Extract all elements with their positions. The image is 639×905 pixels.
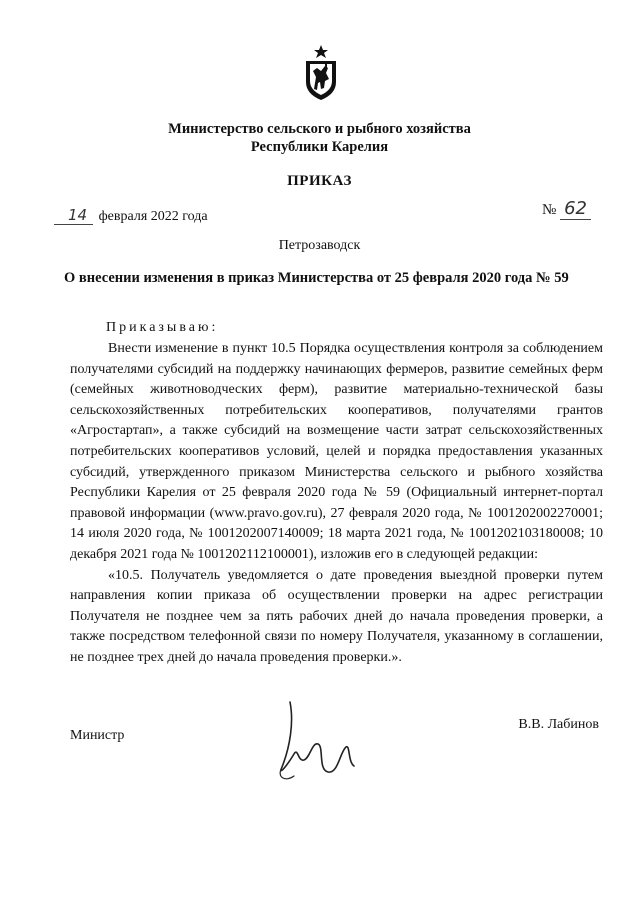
karelia-coat-of-arms-icon <box>303 44 339 102</box>
handwritten-number: 62 <box>560 198 591 220</box>
city: Петрозаводск <box>278 238 361 253</box>
order-subject: О внесении изменения в приказ Министерства от 25 февраля 2020 года № 59 <box>64 270 569 286</box>
order-directive: Приказываю: <box>106 320 219 335</box>
order-number <box>542 198 591 219</box>
handwritten-signature-icon <box>268 692 378 787</box>
date-month-year: февраля 2022 года <box>98 209 208 224</box>
ministry-name: Министерство сельского и рыбного хозяйства <box>168 121 471 137</box>
document-title: ПРИКАЗ <box>287 173 352 189</box>
signer-name: В.В. Лабинов <box>518 717 599 732</box>
ministry-region: Республики Карелия <box>250 139 389 155</box>
order-body <box>70 339 603 669</box>
signer-position: Министр <box>70 728 125 743</box>
order-date <box>54 206 208 225</box>
number-sign: № <box>542 202 557 218</box>
ministry-header <box>0 120 639 156</box>
handwritten-day: 14 <box>54 206 93 225</box>
body-paragraph-1: Внести изменение в пункт 10.5 Порядка осуществления контроля за соблюдением получателями субсидий на поддержку начинающих фермеров, развитие семейных ферм (семейных животноводческих ферм), развитие материально-технической базы сельскохозяйственных потребительских кооперативов, получателями грантов «Агростартап», а также субсидий на возмещение части затрат сельскохозяйственных потребительских кооперативов условий, целей и порядка предоставления указанных субсидий, утвержденного приказом Министерства сельского и рыбного хозяйства Республики Карелия от 25 февраля 2020 года № 59 (Официальный интернет-портал правовой информации (www.pravo.gov.ru), 27 февраля 2020 года, № 1001202002270001; 14 июля 2020 года, № 1001202007140009; 18 марта 2021 года, № 1001202103180008; 10 декабря 2021 года № 1001202112100001), изложив его в следующей редакции: <box>70 341 603 562</box>
body-paragraph-2: «10.5. Получатель уведомляется о дате проведения выездной проверки путем направления копии приказа об осуществлении проверки на адрес регистрации Получателя не позднее чем за пять рабочих дней до начала проведения проверки, а также посредством телефонной связи по номеру Получателя, указанному в соглашении, не позднее трех дней до начала проведения проверки.». <box>70 567 603 665</box>
